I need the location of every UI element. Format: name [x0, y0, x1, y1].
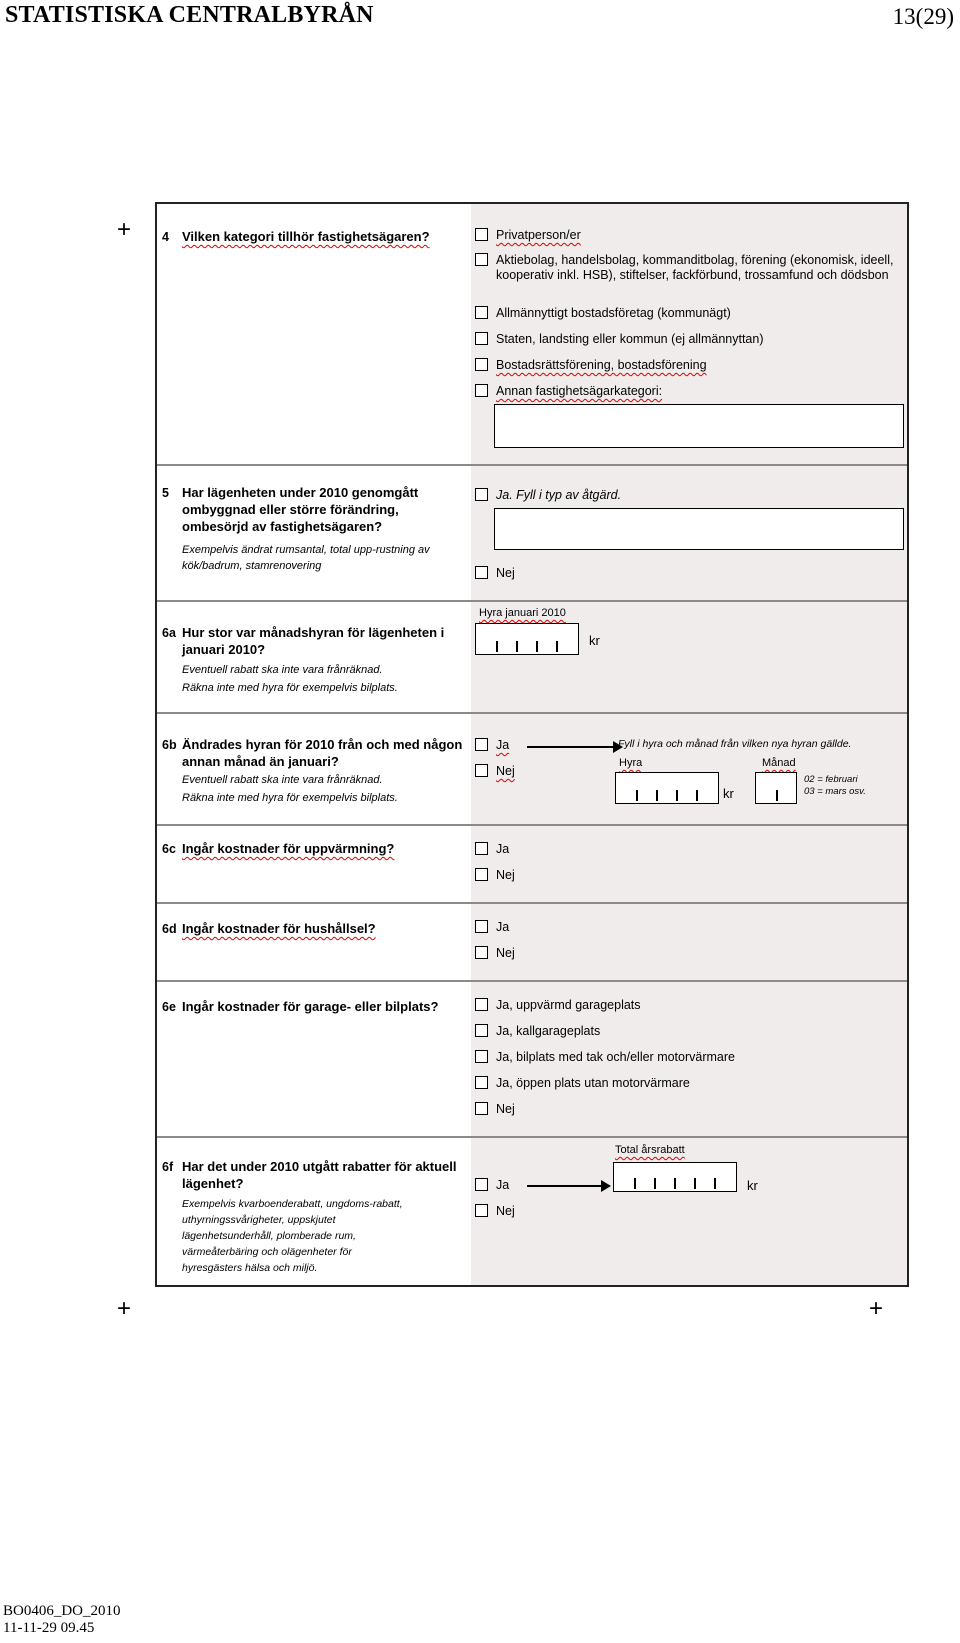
option-label: Nej [496, 566, 515, 580]
registration-mark: + [869, 1295, 884, 1322]
question-4 [157, 204, 907, 464]
question-text: Hur stor var månadshyran för lägenheten i januari 2010? [182, 625, 445, 657]
question-note: Räkna inte med hyra för exempelvis bilplats. [182, 682, 398, 694]
currency-unit: kr [589, 633, 600, 648]
checkbox[interactable] [475, 358, 488, 371]
option-label: Ja, öppen plats utan motorvärmare [496, 1076, 690, 1090]
question-number: 6d [162, 922, 177, 936]
option-label: Aktiebolag, handelsbolag, kommanditbolag, förening (ekonomisk, ideell, kooperativ inkl. HSB), stiftelser, fackförbund, trossamfund och dödsbon [496, 253, 894, 282]
checkbox[interactable] [475, 1076, 488, 1089]
checkbox[interactable] [475, 1178, 488, 1191]
page-number: 13(29) [892, 4, 954, 29]
question-number: 6f [162, 1160, 174, 1174]
registration-mark: + [117, 1295, 132, 1322]
checkbox[interactable] [475, 764, 488, 777]
checkbox[interactable] [475, 1204, 488, 1217]
option-label: Nej [496, 868, 515, 882]
option-label: Annan fastighetsägarkategori: [496, 384, 663, 398]
question-note: Exempelvis ändrat rumsantal, total upp-rustning av kök/badrum, stamrenovering [182, 544, 430, 572]
option-label: Nej [496, 1102, 515, 1116]
question-6c [157, 824, 907, 904]
question-note: Exempelvis kvarboenderabatt, ungdoms-rabatt, uthyrningssvårigheter, uppskjutet lägenhetsunderhåll, plomberade rum, värmeåterbäring och olägenheter för hyresgästers hälsa och miljö. [182, 1198, 403, 1274]
option-label: Ja, kallgarageplats [496, 1024, 601, 1038]
checkbox[interactable] [475, 946, 488, 959]
question-number: 6c [162, 842, 176, 856]
month-label: Månad [762, 757, 796, 769]
question-6d [157, 902, 907, 982]
question-text: Ändrades hyran för 2010 från och med någon annan månad än januari? [182, 737, 463, 769]
option-label: Ja [496, 842, 510, 856]
option-label: Ja [496, 920, 510, 934]
other-category-input[interactable] [494, 404, 904, 448]
checkbox[interactable] [475, 488, 488, 501]
option-label: Ja [496, 738, 510, 752]
checkbox[interactable] [475, 228, 488, 241]
measure-type-input[interactable] [494, 508, 904, 550]
checkbox[interactable] [475, 253, 488, 266]
question-text: Ingår kostnader för garage- eller bilplats? [182, 999, 439, 1014]
option-label: Ja. Fyll i typ av åtgärd. [496, 488, 622, 502]
question-6f [157, 1136, 907, 1289]
currency-unit: kr [747, 1178, 758, 1193]
new-rent-input[interactable] [615, 772, 719, 804]
question-note: Räkna inte med hyra för exempelvis bilplats. [182, 792, 398, 804]
annual-rebate-input[interactable] [613, 1162, 737, 1192]
question-6b [157, 712, 907, 826]
option-label: Staten, landsting eller kommun (ej allmännyttan) [496, 332, 764, 346]
question-note: Eventuell rabatt ska inte vara frånräknad. [182, 664, 383, 676]
question-text: Har det under 2010 utgått rabatter för aktuell lägenhet? [182, 1159, 457, 1191]
month-hint: 03 = mars osv. [804, 786, 866, 797]
rebate-field-label: Total årsrabatt [615, 1144, 685, 1156]
checkbox[interactable] [475, 332, 488, 345]
checkbox[interactable] [475, 738, 488, 751]
arrow-icon [527, 746, 615, 748]
question-6e [157, 980, 907, 1138]
question-note: Eventuell rabatt ska inte vara frånräknad. [182, 774, 383, 786]
arrow-icon [527, 1185, 603, 1187]
question-number: 6a [162, 626, 176, 640]
option-label: Nej [496, 946, 515, 960]
rent-change-instruction: Fyll i hyra och månad från vilken nya hyran gällde. [618, 738, 852, 750]
option-label: Ja [496, 1178, 510, 1192]
option-label: Privatperson/er [496, 228, 581, 242]
checkbox[interactable] [475, 920, 488, 933]
checkbox[interactable] [475, 868, 488, 881]
document-code: BO0406_DO_2010 [3, 1603, 121, 1619]
question-6a [157, 600, 907, 714]
question-number: 6e [162, 1000, 176, 1014]
option-label: Ja, bilplats med tak och/eller motorvärmare [496, 1050, 735, 1064]
checkbox[interactable] [475, 842, 488, 855]
print-timestamp: 11-11-29 09.45 [3, 1620, 95, 1636]
rent-label: Hyra [619, 757, 643, 769]
option-label: Nej [496, 764, 515, 778]
question-text: Vilken kategori tillhör fastighetsägaren? [182, 229, 430, 244]
checkbox[interactable] [475, 1024, 488, 1037]
rent-input[interactable] [475, 623, 579, 655]
question-number: 5 [162, 486, 169, 500]
question-text: Ingår kostnader för hushållsel? [182, 921, 376, 936]
currency-unit: kr [723, 786, 734, 801]
option-label: Allmännyttigt bostadsföretag (kommunägt) [496, 306, 731, 320]
question-5 [157, 464, 907, 602]
checkbox[interactable] [475, 998, 488, 1011]
checkbox[interactable] [475, 1102, 488, 1115]
questionnaire-form [155, 202, 909, 1287]
question-number: 6b [162, 738, 177, 752]
question-text: Ingår kostnader för uppvärmning? [182, 841, 395, 856]
checkbox[interactable] [475, 1050, 488, 1063]
option-label: Nej [496, 1204, 515, 1218]
month-hint: 02 = februari [804, 774, 858, 785]
option-label: Ja, uppvärmd garageplats [496, 998, 641, 1012]
rent-field-label: Hyra januari 2010 [479, 607, 566, 619]
registration-mark: + [117, 216, 132, 243]
checkbox[interactable] [475, 306, 488, 319]
checkbox[interactable] [475, 384, 488, 397]
question-text: Har lägenheten under 2010 genomgått ombyggnad eller större förändring, ombesörjd av fastighetsägaren? [182, 485, 419, 534]
month-input[interactable] [755, 772, 797, 804]
agency-name: STATISTISKA CENTRALBYRÅN [5, 2, 374, 28]
option-label: Bostadsrättsförening, bostadsförening [496, 358, 707, 372]
question-number: 4 [162, 230, 169, 244]
checkbox[interactable] [475, 566, 488, 579]
